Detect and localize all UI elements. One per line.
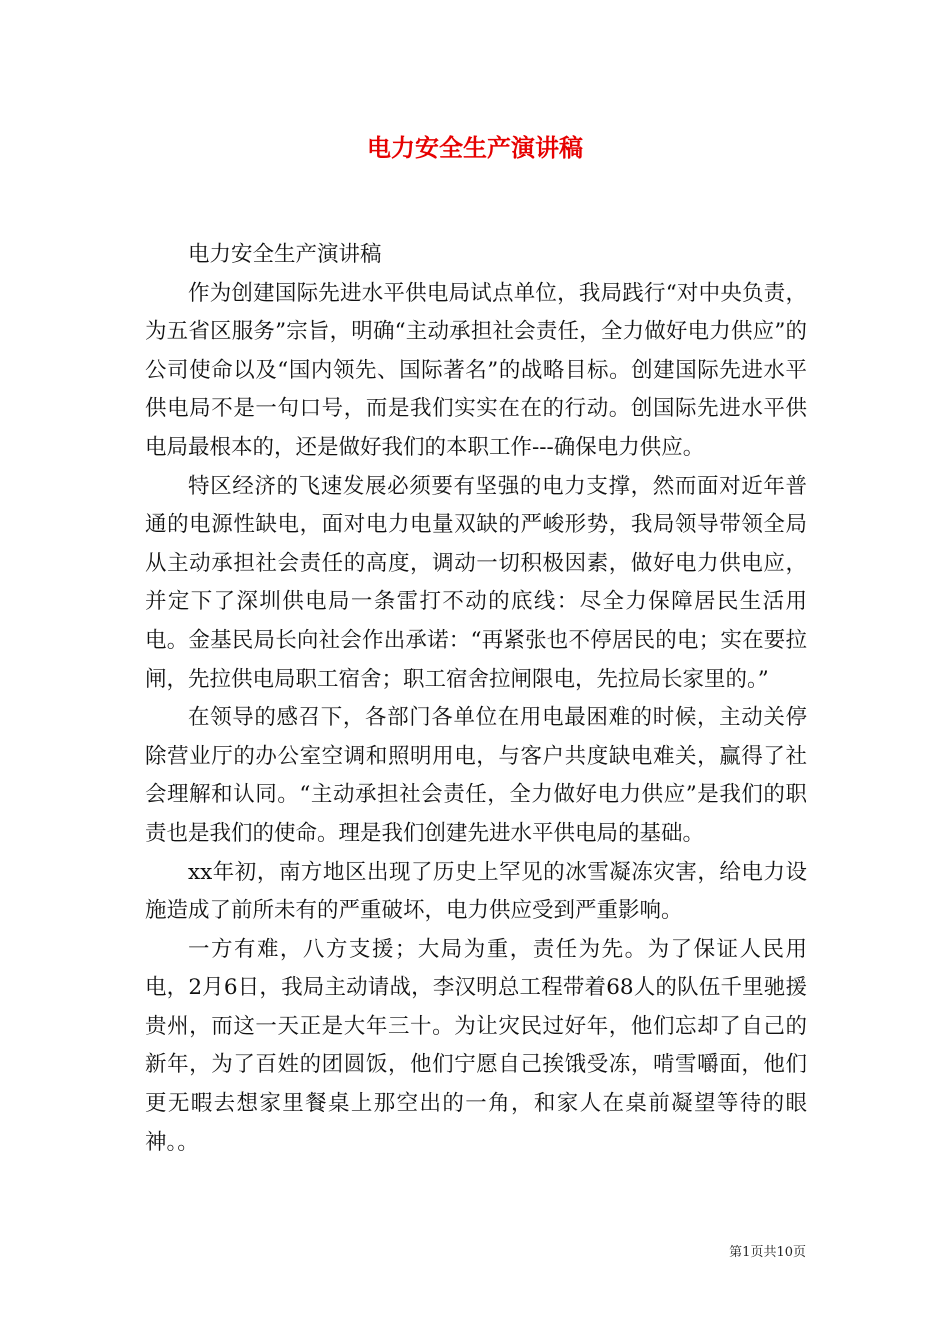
document-body [145,236,807,1162]
paragraph-subtitle: 电力安全生产演讲稿 [188,242,382,267]
paragraph: xx年初，南方地区出现了历史上罕见的冰雪凝冻灾害，给电力设施造成了前所未有的严重破坏，电力供应受到严重影响。 [145,859,807,924]
paragraph: 作为创建国际先进水平供电局试点单位，我局践行“对中央负责，为五省区服务”宗旨，明确“主动承担社会责任，全力做好电力供应”的公司使命以及“国内领先、国际著名”的战略目标。创建国际先进水平供电局不是一句口号，而是我们实实在在的行动。创国际先进水平供电局最根本的，还是做好我们的本职工作---确保电力供应。 [145,280,807,460]
page-number-footer: 第1页共10页 [729,1245,806,1260]
paragraph: 特区经济的飞速发展必须要有坚强的电力支撑，然而面对近年普通的电源性缺电，面对电力电量双缺的严峻形势，我局领导带领全局从主动承担社会责任的高度，调动一切积极因素，做好电力供电应，并定下了深圳供电局一条雷打不动的底线：尽全力保障居民生活用电。金基民局长向社会作出承诺：“再紧张也不停居民的电；实在要拉闸，先拉供电局职工宿舍；职工宿舍拉闸限电，先拉局长家里的。” [145,473,807,692]
paragraph: 一方有难，八方支援；大局为重，责任为先。为了保证人民用电，2月6日，我局主动请战，李汉明总工程带着68人的队伍千里驰援贵州，而这一天正是大年三十。为让灾民过好年，他们忘却了自己的新年，为了百姓的团圆饭，他们宁愿自己挨饿受冻，啃雪嚼面，他们更无暇去想家里餐桌上那空出的一角，和家人在桌前凝望等待的眼神。。 [145,936,807,1155]
paragraph: 在领导的感召下，各部门各单位在用电最困难的时候，主动关停除营业厅的办公室空调和照明用电，与客户共度缺电难关，赢得了社会理解和认同。“主动承担社会责任，全力做好电力供应”是我们的职责也是我们的使命。理是我们创建先进水平供电局的基础。 [145,705,807,846]
document-title: 电力安全生产演讲稿 [367,133,583,162]
